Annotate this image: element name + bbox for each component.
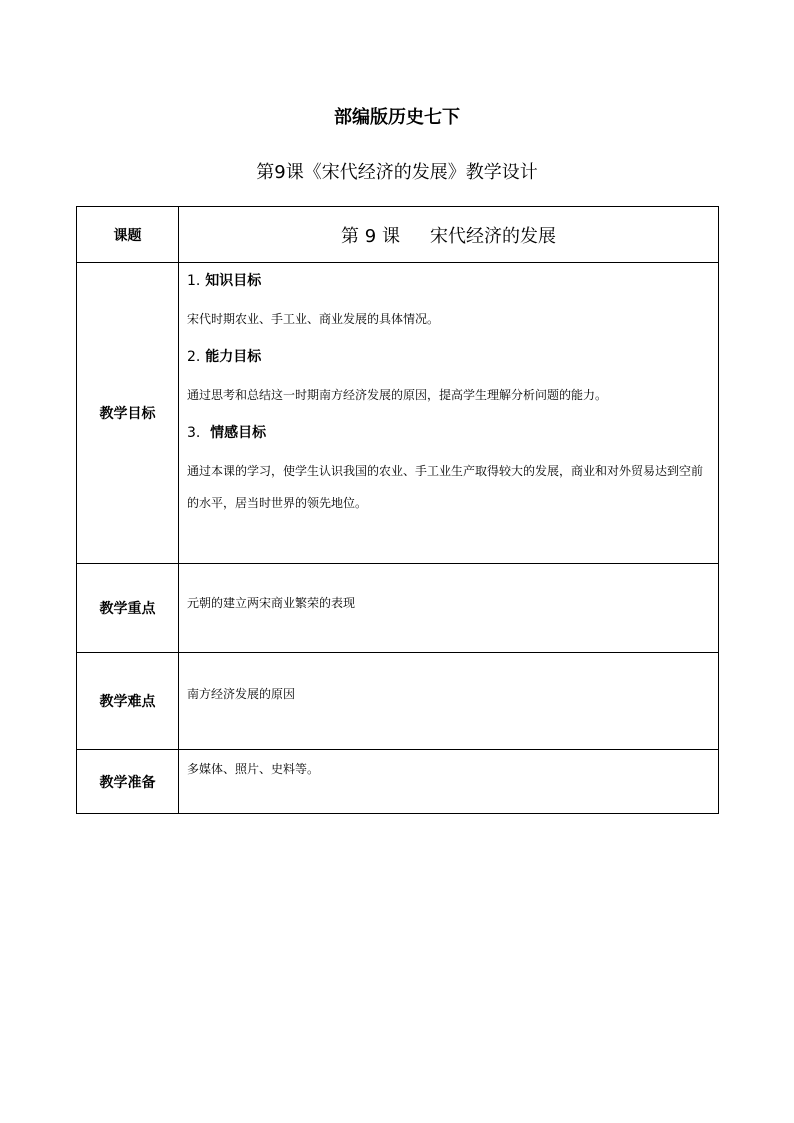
difficulties-text: 南方经济发展的原因 [187,687,296,701]
key-points-value-cell [179,564,719,653]
table-row-goals [77,263,719,564]
lesson-name: 宋代经济的发展 [429,225,556,247]
table-row-key-points [77,564,719,653]
preparation-label-cell [77,750,179,814]
difficulties-value-cell [179,653,719,750]
goal-text-knowledge: 宋代时期农业、手工业、商业发展的具体情况。 [187,312,440,326]
lesson-plan-table [76,206,719,814]
preparation-value-cell [179,750,719,814]
document-subtitle: 第9课《宋代经济的发展》教学设计 [256,162,538,183]
difficulties-label: 教学难点 [99,694,156,710]
table-row-topic [77,207,719,263]
goal-heading-knowledge: 1. 知识目标 [187,273,262,289]
table-row-preparation [77,750,719,814]
goal-text-emotion: 通过本课的学习，使学生认识我国的农业、手工业生产取得较大的发展，商业和对外贸易达到空前的水平，居当时世界的领先地位。 [187,464,704,510]
topic-label-cell [77,207,179,263]
goals-value-cell [179,263,719,564]
table-row-difficulties [77,653,719,750]
difficulties-label-cell [77,653,179,750]
goal-heading-emotion: 3. 情感目标 [187,425,267,441]
topic-label: 课题 [113,227,142,244]
key-points-label: 教学重点 [99,601,156,617]
key-points-text: 元朝的建立两宋商业繁荣的表现 [187,596,356,610]
key-points-label-cell [77,564,179,653]
preparation-label: 教学准备 [99,774,156,791]
goal-heading-ability: 2. 能力目标 [187,349,262,365]
lesson-number: 第 9 课 [341,225,400,247]
preparation-text: 多媒体、照片、史料等。 [187,762,320,776]
topic-value-cell [179,207,719,263]
goal-text-ability: 通过思考和总结这一时期南方经济发展的原因，提高学生理解分析问题的能力。 [187,388,608,402]
document-title: 部编版历史七下 [334,107,460,128]
goals-label: 教学目标 [99,406,156,422]
goals-label-cell [77,263,179,564]
